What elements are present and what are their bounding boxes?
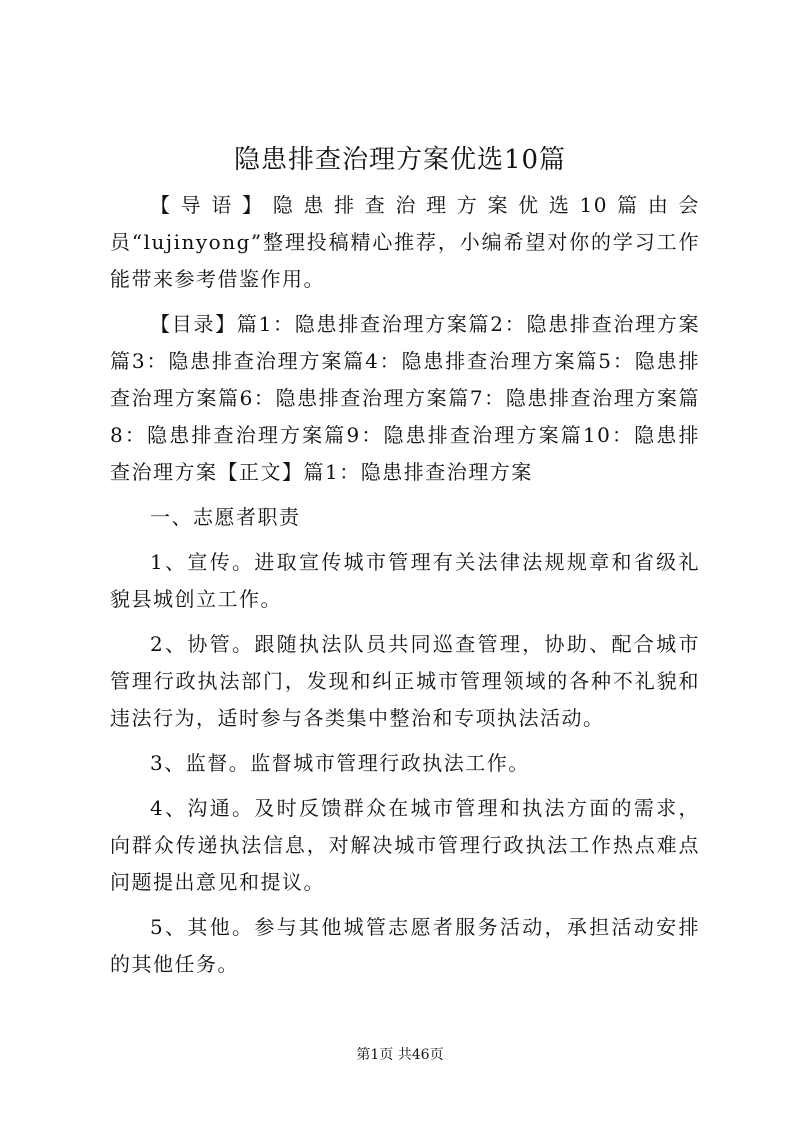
duty-item-publicity: 1、宣传。进取宣传城市管理有关法律法规规章和省级礼貌县城创立工作。 [110,550,700,611]
duty-item-assistance: 2、协管。跟随执法队员共同巡查管理，协助、配合城市管理行政执法部门，发现和纠正城市管理领域的各种不礼貌和违法行为，适时参与各类集中整治和专项执法活动。 [110,632,700,730]
intro-paragraph: 【导语】隐患排查治理方案优选10篇由会员“lujinyong”整理投稿精心推荐，小编希望对你的学习工作能带来参考借鉴作用。 [110,193,700,291]
section-heading: 一、志愿者职责 [150,505,301,529]
document-title: 隐患排查治理方案优选10篇 [233,145,567,175]
document-body [110,187,700,991]
duty-item-communication: 4、沟通。及时反馈群众在城市管理和执法方面的需求，向群众传递执法信息，对解决城市管理行政执法工作热点难点问题提出意见和提议。 [110,796,700,894]
duty-item-other: 5、其他。参与其他城管志愿者服务活动，承担活动安排的其他任务。 [110,915,700,976]
page-footer: 第1页 共46页 [356,1047,444,1063]
duty-item-supervision: 3、监督。监督城市管理行政执法工作。 [150,751,530,775]
table-of-contents-paragraph: 【目录】篇1：隐患排查治理方案篇2：隐患排查治理方案篇3：隐患排查治理方案篇4：隐患排查治理方案篇5：隐患排查治理方案篇6：隐患排查治理方案篇7：隐患排查治理方案篇8：隐患排查治理方案篇9：隐患排查治理方案篇10：隐患排查治理方案【正文】篇1：隐患排查治理方案 [110,312,700,484]
